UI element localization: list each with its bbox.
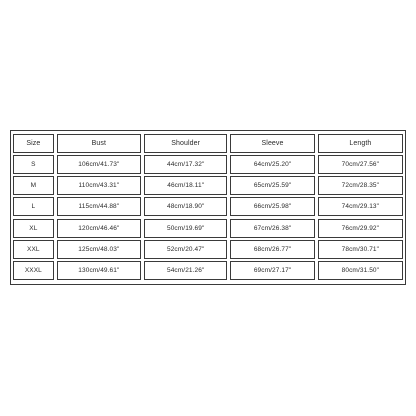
table-header-row: [13, 134, 403, 153]
size-cell: L: [13, 197, 54, 216]
bust-cell: 130cm/49.61": [57, 261, 141, 280]
header-sleeve: Sleeve: [230, 134, 314, 153]
table-row: [13, 155, 403, 174]
shoulder-cell: 50cm/19.69": [144, 219, 227, 238]
length-cell: 72cm/28.35": [318, 176, 403, 195]
table-row: [13, 240, 403, 259]
header-length: Length: [318, 134, 403, 153]
table-row: [13, 261, 403, 280]
size-chart-table: [10, 130, 406, 285]
bust-cell: 115cm/44.88": [57, 197, 141, 216]
header-size: Size: [13, 134, 54, 153]
bust-cell: 120cm/46.46": [57, 219, 141, 238]
sleeve-cell: 69cm/27.17": [230, 261, 314, 280]
length-cell: 80cm/31.50": [318, 261, 403, 280]
sleeve-cell: 66cm/25.98": [230, 197, 314, 216]
size-cell: M: [13, 176, 54, 195]
shoulder-cell: 54cm/21.26": [144, 261, 227, 280]
sleeve-cell: 65cm/25.59": [230, 176, 314, 195]
bust-cell: 106cm/41.73": [57, 155, 141, 174]
shoulder-cell: 52cm/20.47": [144, 240, 227, 259]
sleeve-cell: 64cm/25.20": [230, 155, 314, 174]
sleeve-cell: 67cm/26.38": [230, 219, 314, 238]
header-shoulder: Shoulder: [144, 134, 227, 153]
shoulder-cell: 46cm/18.11": [144, 176, 227, 195]
table-row: [13, 197, 403, 216]
size-cell: XXXL: [13, 261, 54, 280]
header-bust: Bust: [57, 134, 141, 153]
table-row: [13, 176, 403, 195]
size-cell: XL: [13, 219, 54, 238]
bust-cell: 110cm/43.31": [57, 176, 141, 195]
length-cell: 78cm/30.71": [318, 240, 403, 259]
length-cell: 70cm/27.56": [318, 155, 403, 174]
sleeve-cell: 68cm/26.77": [230, 240, 314, 259]
length-cell: 76cm/29.92": [318, 219, 403, 238]
shoulder-cell: 48cm/18.90": [144, 197, 227, 216]
table-row: [13, 219, 403, 238]
bust-cell: 125cm/48.03": [57, 240, 141, 259]
shoulder-cell: 44cm/17.32": [144, 155, 227, 174]
length-cell: 74cm/29.13": [318, 197, 403, 216]
size-cell: XXL: [13, 240, 54, 259]
size-cell: S: [13, 155, 54, 174]
